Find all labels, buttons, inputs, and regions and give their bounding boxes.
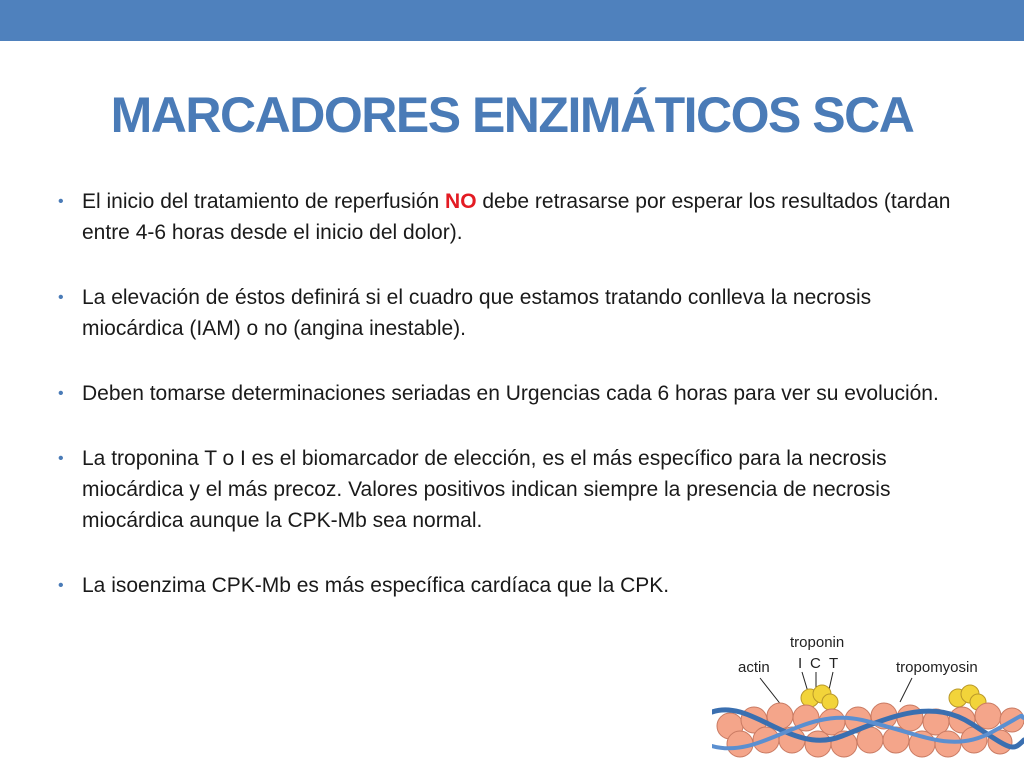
label-troponin: troponin (790, 634, 845, 651)
bullet-emphasis: NO (445, 190, 477, 213)
bullet-dot-icon: • (58, 450, 64, 467)
slide-title: MARCADORES ENZIMÁTICOS SCA (110, 87, 914, 143)
label-troponin-i: I (798, 655, 803, 672)
bullet-item (58, 443, 958, 536)
tropomyosin-pointer (900, 678, 912, 702)
thin-filament-diagram (712, 628, 1024, 768)
bullet-text-post: debe retrasarse por esperar los resultados (tardan entre 4-6 horas desde el inicio del dolor). (82, 190, 951, 244)
bullet-list (58, 186, 958, 635)
bullet-text: La elevación de éstos definirá si el cuadro que estamos tratando conlleva la necrosis miocárdica (IAM) o no (angina inestable). (82, 286, 872, 340)
bullet-text: La isoenzima CPK-Mb es más específica cardíaca que la CPK. (82, 574, 670, 597)
bullet-item (58, 186, 958, 248)
bullet-item (58, 570, 958, 601)
bullet-item (58, 378, 958, 409)
actin-pointer (760, 678, 782, 706)
bullet-dot-icon: • (58, 385, 64, 402)
bullet-text: La troponina T o I es el biomarcador de elección, es el más específico para la necrosis miocárdica y el más precoz. Valores positivos indican siempre la presencia de necrosis miocárdica aunque la CPK-Mb sea normal. (82, 447, 891, 532)
troponin-complexes (801, 685, 986, 710)
label-tropomyosin: tropomyosin (896, 659, 978, 676)
bullet-dot-icon: • (58, 289, 64, 306)
label-actin: actin (738, 659, 770, 676)
bullet-text: Deben tomarse determinaciones seriadas en Urgencias cada 6 horas para ver su evolución. (82, 382, 939, 405)
bullet-dot-icon: • (58, 193, 64, 210)
label-troponin-c: C (810, 655, 821, 672)
bullet-dot-icon: • (58, 577, 64, 594)
top-accent-bar (0, 0, 1024, 41)
bullet-text-pre: El inicio del tratamiento de reperfusión (82, 190, 446, 213)
label-troponin-t: T (829, 655, 839, 672)
bullet-item (58, 282, 958, 344)
